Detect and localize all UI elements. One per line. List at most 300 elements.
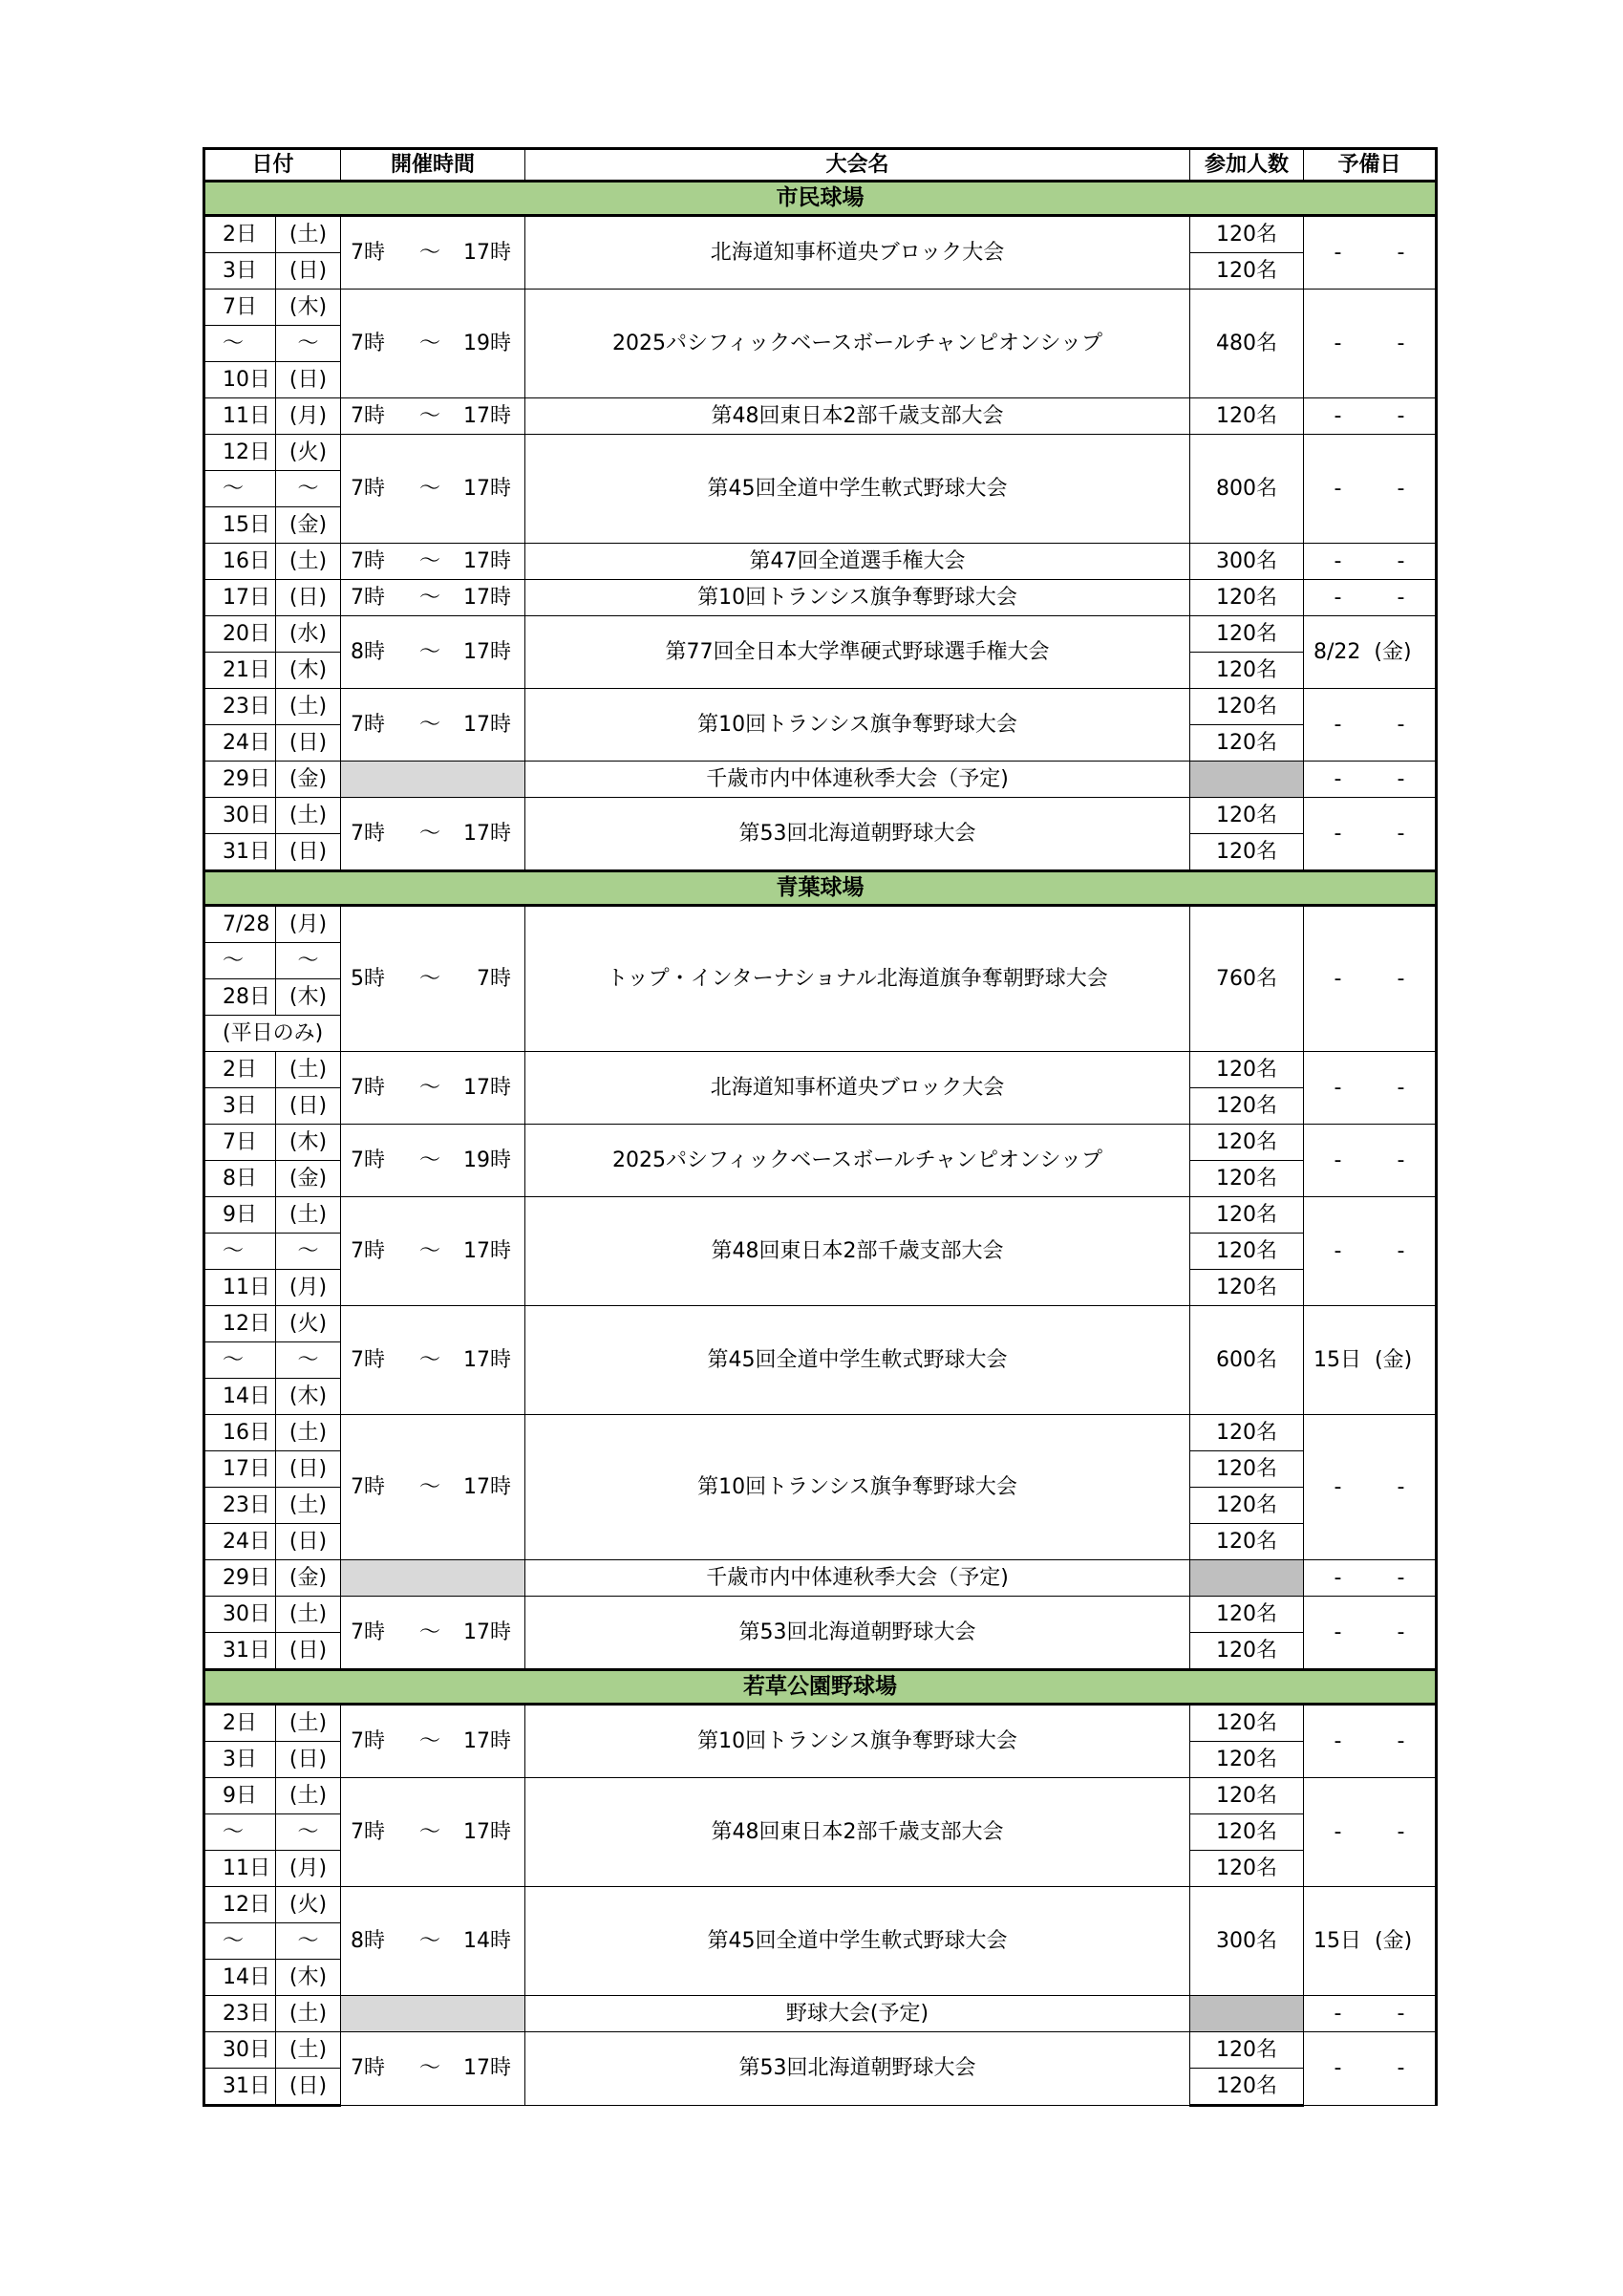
time-end: 17時 <box>463 476 512 501</box>
event-time-blank <box>341 1996 525 2032</box>
event-time <box>341 616 525 689</box>
date-weekday: (日) <box>276 2069 341 2106</box>
reserve-weekday: - <box>1397 1620 1405 1644</box>
reserve-day <box>1304 1996 1437 2032</box>
participants: 120名 <box>1190 725 1304 762</box>
date-weekday: ～ <box>276 326 341 362</box>
time-start: 7時 <box>351 1148 386 1172</box>
participants: 120名 <box>1190 2069 1304 2106</box>
date-weekday: (土) <box>276 689 341 725</box>
date-day: 21日 <box>204 653 276 689</box>
reserve-weekday: - <box>1397 1728 1405 1753</box>
participants: 120名 <box>1190 398 1304 435</box>
date-day: 20日 <box>204 616 276 653</box>
participants: 120名 <box>1190 253 1304 290</box>
date-day: 3日 <box>204 1742 276 1778</box>
event-time-blank <box>341 762 525 798</box>
reserve-weekday: - <box>1397 2056 1405 2080</box>
time-sep: ～ <box>419 639 441 664</box>
participants: 120名 <box>1190 216 1304 253</box>
time-sep: ～ <box>419 1474 441 1499</box>
time-start: 5時 <box>351 966 386 991</box>
date-day: 2日 <box>204 1052 276 1088</box>
reserve-value: - <box>1334 1620 1342 1644</box>
event-time <box>341 1415 525 1560</box>
date-weekday: ～ <box>276 1814 341 1851</box>
event-time <box>341 290 525 398</box>
time-end: 17時 <box>463 2056 512 2080</box>
reserve-value: - <box>1334 2001 1342 2026</box>
reserve-value: - <box>1334 1565 1342 1590</box>
time-sep: ～ <box>419 1819 441 1844</box>
reserve-weekday: - <box>1397 2001 1405 2026</box>
reserve-day <box>1304 1887 1437 1996</box>
event-name: 第10回トランシス旗争奪野球大会 <box>525 1705 1190 1778</box>
reserve-value: 15日 <box>1313 1347 1362 1372</box>
time-start: 7時 <box>351 1075 386 1100</box>
time-end: 17時 <box>463 585 512 610</box>
event-name: 第53回北海道朝野球大会 <box>525 1597 1190 1670</box>
date-weekday: (金) <box>276 1161 341 1197</box>
event-name: 2025パシフィックベースボールチャンピオンシップ <box>525 1125 1190 1197</box>
date-weekday: (土) <box>276 1052 341 1088</box>
header-people: 参加人数 <box>1190 149 1304 182</box>
date-day: ～ <box>204 326 276 362</box>
date-weekday: (日) <box>276 834 341 871</box>
table-row <box>204 544 1437 580</box>
time-start: 7時 <box>351 1474 386 1499</box>
date-weekday: (木) <box>276 1125 341 1161</box>
reserve-weekday: - <box>1397 1819 1405 1844</box>
date-weekday: (土) <box>276 1705 341 1742</box>
date-day: 30日 <box>204 2032 276 2069</box>
reserve-weekday: - <box>1397 821 1405 846</box>
participants: 120名 <box>1190 616 1304 653</box>
participants: 120名 <box>1190 580 1304 616</box>
reserve-weekday: (金) <box>1374 639 1412 664</box>
time-sep: ～ <box>419 966 441 991</box>
table-row <box>204 689 1437 725</box>
event-name: 第10回トランシス旗争奪野球大会 <box>525 1415 1190 1560</box>
reserve-value: - <box>1334 548 1342 573</box>
date-weekday: (月) <box>276 1270 341 1306</box>
reserve-day <box>1304 1052 1437 1125</box>
table-row <box>204 1052 1437 1088</box>
time-sep: ～ <box>419 1347 441 1372</box>
participants: 120名 <box>1190 1488 1304 1524</box>
reserve-day <box>1304 1560 1437 1597</box>
time-sep: ～ <box>419 1620 441 1644</box>
time-start: 7時 <box>351 1819 386 1844</box>
reserve-day <box>1304 1415 1437 1560</box>
date-day: 31日 <box>204 1633 276 1670</box>
date-weekday: (月) <box>276 906 341 943</box>
section-header <box>204 1670 1437 1705</box>
participants: 120名 <box>1190 1851 1304 1887</box>
date-weekday: (木) <box>276 1379 341 1415</box>
reserve-value: - <box>1334 1474 1342 1499</box>
reserve-weekday: - <box>1397 403 1405 428</box>
table-row <box>204 1125 1437 1161</box>
date-day: 7日 <box>204 290 276 326</box>
date-day: 31日 <box>204 2069 276 2106</box>
reserve-value: - <box>1334 1728 1342 1753</box>
time-start: 8時 <box>351 1928 386 1953</box>
event-name: 第10回トランシス旗争奪野球大会 <box>525 580 1190 616</box>
reserve-value: - <box>1334 766 1342 791</box>
time-sep: ～ <box>419 712 441 737</box>
date-day: 11日 <box>204 1851 276 1887</box>
participants: 120名 <box>1190 1052 1304 1088</box>
reserve-day <box>1304 1705 1437 1778</box>
time-sep: ～ <box>419 585 441 610</box>
section-header <box>204 871 1437 906</box>
date-weekday: ～ <box>276 1923 341 1960</box>
date-weekday: (月) <box>276 1851 341 1887</box>
event-time <box>341 1597 525 1670</box>
date-weekday: (木) <box>276 1960 341 1996</box>
date-weekday: (土) <box>276 544 341 580</box>
time-start: 8時 <box>351 639 386 664</box>
time-end: 17時 <box>463 548 512 573</box>
section-title: 青葉球場 <box>204 871 1437 906</box>
event-time <box>341 435 525 544</box>
date-day: 3日 <box>204 1088 276 1125</box>
participants: 120名 <box>1190 1742 1304 1778</box>
date-day: ～ <box>204 943 276 979</box>
event-time <box>341 1306 525 1415</box>
date-day: 16日 <box>204 1415 276 1451</box>
reserve-weekday: - <box>1397 1565 1405 1590</box>
schedule-table <box>203 147 1438 2107</box>
time-sep: ～ <box>419 1728 441 1753</box>
reserve-value: - <box>1334 476 1342 501</box>
time-sep: ～ <box>419 821 441 846</box>
date-weekday: (日) <box>276 580 341 616</box>
time-start: 7時 <box>351 821 386 846</box>
reserve-weekday: - <box>1397 240 1405 265</box>
date-weekday: ～ <box>276 471 341 507</box>
time-end: 17時 <box>463 1474 512 1499</box>
date-weekday: (日) <box>276 253 341 290</box>
participants: 120名 <box>1190 1415 1304 1451</box>
reserve-day <box>1304 1778 1437 1887</box>
participants: 120名 <box>1190 689 1304 725</box>
date-day: 29日 <box>204 762 276 798</box>
date-weekday: (土) <box>276 2032 341 2069</box>
reserve-value: - <box>1334 2056 1342 2080</box>
reserve-value: 8/22 <box>1313 639 1361 664</box>
table-row <box>204 435 1437 471</box>
time-start: 7時 <box>351 240 386 265</box>
time-sep: ～ <box>419 1238 441 1263</box>
date-day: 23日 <box>204 1488 276 1524</box>
event-name: 第45回全道中学生軟式野球大会 <box>525 1306 1190 1415</box>
reserve-day <box>1304 290 1437 398</box>
participants: 800名 <box>1190 435 1304 544</box>
table-row <box>204 216 1437 253</box>
date-weekday: (日) <box>276 1088 341 1125</box>
date-day: 3日 <box>204 253 276 290</box>
date-weekday: (金) <box>276 1560 341 1597</box>
date-day: 7/28 <box>204 906 276 943</box>
participants: 120名 <box>1190 1088 1304 1125</box>
participants-blank <box>1190 762 1304 798</box>
reserve-value: - <box>1334 331 1342 355</box>
reserve-day <box>1304 1125 1437 1197</box>
date-day: 14日 <box>204 1379 276 1415</box>
header-date: 日付 <box>204 149 341 182</box>
reserve-day <box>1304 398 1437 435</box>
table-row <box>204 1197 1437 1234</box>
event-name: トップ・インターナショナル北海道旗争奪朝野球大会 <box>525 906 1190 1052</box>
date-day: 28日 <box>204 979 276 1016</box>
time-start: 7時 <box>351 476 386 501</box>
event-name: 第47回全道選手権大会 <box>525 544 1190 580</box>
date-day: 11日 <box>204 1270 276 1306</box>
date-weekday: (火) <box>276 1887 341 1923</box>
event-name: 北海道知事杯道央ブロック大会 <box>525 216 1190 290</box>
date-day: 17日 <box>204 580 276 616</box>
time-end: 19時 <box>463 331 512 355</box>
participants: 120名 <box>1190 1197 1304 1234</box>
time-end: 17時 <box>463 1238 512 1263</box>
reserve-day <box>1304 616 1437 689</box>
header-time: 開催時間 <box>341 149 525 182</box>
participants: 120名 <box>1190 653 1304 689</box>
date-weekday: ～ <box>276 1342 341 1379</box>
date-day: 30日 <box>204 798 276 834</box>
time-start: 7時 <box>351 1620 386 1644</box>
event-name: 2025パシフィックベースボールチャンピオンシップ <box>525 290 1190 398</box>
event-time <box>341 1705 525 1778</box>
reserve-weekday: - <box>1397 966 1405 991</box>
date-weekday: (木) <box>276 979 341 1016</box>
table-row <box>204 580 1437 616</box>
date-weekday: (日) <box>276 362 341 398</box>
date-weekday: (木) <box>276 653 341 689</box>
event-name: 第48回東日本2部千歳支部大会 <box>525 1778 1190 1887</box>
date-weekday: (土) <box>276 1415 341 1451</box>
participants: 300名 <box>1190 1887 1304 1996</box>
date-day: ～ <box>204 1342 276 1379</box>
event-name: 第77回全日本大学準硬式野球選手権大会 <box>525 616 1190 689</box>
reserve-day <box>1304 906 1437 1052</box>
reserve-value: - <box>1334 821 1342 846</box>
time-start: 7時 <box>351 1238 386 1263</box>
event-time <box>341 216 525 290</box>
time-end: 17時 <box>463 639 512 664</box>
event-time <box>341 1197 525 1306</box>
time-end: 17時 <box>463 712 512 737</box>
time-start: 7時 <box>351 1728 386 1753</box>
reserve-value: - <box>1334 1075 1342 1100</box>
time-end: 17時 <box>463 1347 512 1372</box>
reserve-value: - <box>1334 1819 1342 1844</box>
event-time <box>341 1778 525 1887</box>
time-start: 7時 <box>351 331 386 355</box>
time-start: 7時 <box>351 2056 386 2080</box>
date-day: 12日 <box>204 1887 276 1923</box>
event-time <box>341 1887 525 1996</box>
event-name: 第53回北海道朝野球大会 <box>525 2032 1190 2106</box>
date-note: (平日のみ) <box>204 1016 341 1052</box>
date-weekday: ～ <box>276 1234 341 1270</box>
date-day: 12日 <box>204 435 276 471</box>
reserve-weekday: - <box>1397 331 1405 355</box>
event-time <box>341 798 525 871</box>
time-start: 7時 <box>351 1347 386 1372</box>
participants: 120名 <box>1190 1633 1304 1670</box>
event-name: 野球大会(予定) <box>525 1996 1190 2032</box>
time-sep: ～ <box>419 1928 441 1953</box>
table-row <box>204 1996 1437 2032</box>
reserve-day <box>1304 1306 1437 1415</box>
reserve-value: 15日 <box>1313 1928 1362 1953</box>
date-weekday: (日) <box>276 1742 341 1778</box>
date-weekday: (日) <box>276 1451 341 1488</box>
date-day: 9日 <box>204 1197 276 1234</box>
participants: 120名 <box>1190 1125 1304 1161</box>
time-start: 7時 <box>351 403 386 428</box>
table-row <box>204 290 1437 326</box>
table-row <box>204 616 1437 653</box>
participants: 120名 <box>1190 1524 1304 1560</box>
date-day: 17日 <box>204 1451 276 1488</box>
time-end: 17時 <box>463 1075 512 1100</box>
time-end: 19時 <box>463 1148 512 1172</box>
reserve-weekday: - <box>1397 1474 1405 1499</box>
date-day: 7日 <box>204 1125 276 1161</box>
participants: 120名 <box>1190 1778 1304 1814</box>
time-end: 17時 <box>463 821 512 846</box>
date-weekday: (火) <box>276 1306 341 1342</box>
participants: 760名 <box>1190 906 1304 1052</box>
participants: 120名 <box>1190 1161 1304 1197</box>
reserve-day <box>1304 762 1437 798</box>
reserve-weekday: (金) <box>1375 1347 1413 1372</box>
participants-blank <box>1190 1996 1304 2032</box>
date-day: ～ <box>204 1234 276 1270</box>
event-time <box>341 1125 525 1197</box>
participants: 480名 <box>1190 290 1304 398</box>
section-header <box>204 182 1437 216</box>
date-weekday: (土) <box>276 1778 341 1814</box>
date-day: 31日 <box>204 834 276 871</box>
event-name: 第53回北海道朝野球大会 <box>525 798 1190 871</box>
reserve-day <box>1304 689 1437 762</box>
date-weekday: (土) <box>276 1197 341 1234</box>
event-name: 第48回東日本2部千歳支部大会 <box>525 398 1190 435</box>
reserve-value: - <box>1334 403 1342 428</box>
participants: 120名 <box>1190 2032 1304 2069</box>
event-time <box>341 689 525 762</box>
reserve-day <box>1304 1597 1437 1670</box>
date-weekday: (日) <box>276 1524 341 1560</box>
table-row <box>204 1778 1437 1814</box>
date-weekday: (土) <box>276 798 341 834</box>
table-row <box>204 798 1437 834</box>
reserve-value: - <box>1334 585 1342 610</box>
reserve-day <box>1304 216 1437 290</box>
time-end: 17時 <box>463 403 512 428</box>
reserve-value: - <box>1334 1238 1342 1263</box>
event-time <box>341 544 525 580</box>
reserve-weekday: - <box>1397 1075 1405 1100</box>
time-sep: ～ <box>419 403 441 428</box>
date-day: 2日 <box>204 1705 276 1742</box>
section-title: 市民球場 <box>204 182 1437 216</box>
date-day: 8日 <box>204 1161 276 1197</box>
event-time <box>341 2032 525 2106</box>
participants: 120名 <box>1190 798 1304 834</box>
table-row <box>204 762 1437 798</box>
time-end: 17時 <box>463 240 512 265</box>
time-start: 7時 <box>351 712 386 737</box>
participants: 120名 <box>1190 1705 1304 1742</box>
reserve-day <box>1304 435 1437 544</box>
date-day: 2日 <box>204 216 276 253</box>
event-time <box>341 906 525 1052</box>
table-row <box>204 906 1437 943</box>
date-weekday: (木) <box>276 290 341 326</box>
reserve-day <box>1304 798 1437 871</box>
date-day: ～ <box>204 1814 276 1851</box>
event-time <box>341 1052 525 1125</box>
reserve-day <box>1304 544 1437 580</box>
header-row <box>204 149 1437 182</box>
date-weekday: (月) <box>276 398 341 435</box>
date-weekday: (日) <box>276 725 341 762</box>
date-weekday: (日) <box>276 1633 341 1670</box>
table-row <box>204 1597 1437 1633</box>
table-row <box>204 1306 1437 1342</box>
table-row <box>204 1705 1437 1742</box>
time-sep: ～ <box>419 331 441 355</box>
date-day: ～ <box>204 1923 276 1960</box>
date-day: 11日 <box>204 398 276 435</box>
reserve-weekday: - <box>1397 766 1405 791</box>
reserve-day <box>1304 580 1437 616</box>
date-day: 12日 <box>204 1306 276 1342</box>
time-end: 17時 <box>463 1620 512 1644</box>
event-time <box>341 580 525 616</box>
time-sep: ～ <box>419 240 441 265</box>
header-reserve: 予備日 <box>1304 149 1437 182</box>
header-event: 大会名 <box>525 149 1190 182</box>
participants: 120名 <box>1190 1597 1304 1633</box>
date-day: 16日 <box>204 544 276 580</box>
reserve-weekday: (金) <box>1375 1928 1413 1953</box>
time-end: 14時 <box>463 1928 512 1953</box>
event-name: 第45回全道中学生軟式野球大会 <box>525 1887 1190 1996</box>
time-end: 17時 <box>463 1728 512 1753</box>
event-name: 千歳市内中体連秋季大会（予定) <box>525 1560 1190 1597</box>
reserve-weekday: - <box>1397 585 1405 610</box>
date-day: 10日 <box>204 362 276 398</box>
date-weekday: ～ <box>276 943 341 979</box>
time-sep: ～ <box>419 2056 441 2080</box>
date-weekday: (土) <box>276 1488 341 1524</box>
date-day: 23日 <box>204 1996 276 2032</box>
table-row <box>204 398 1437 435</box>
time-sep: ～ <box>419 1148 441 1172</box>
date-weekday: (水) <box>276 616 341 653</box>
date-day: 14日 <box>204 1960 276 1996</box>
reserve-value: - <box>1334 712 1342 737</box>
event-name: 第10回トランシス旗争奪野球大会 <box>525 689 1190 762</box>
participants: 120名 <box>1190 1814 1304 1851</box>
